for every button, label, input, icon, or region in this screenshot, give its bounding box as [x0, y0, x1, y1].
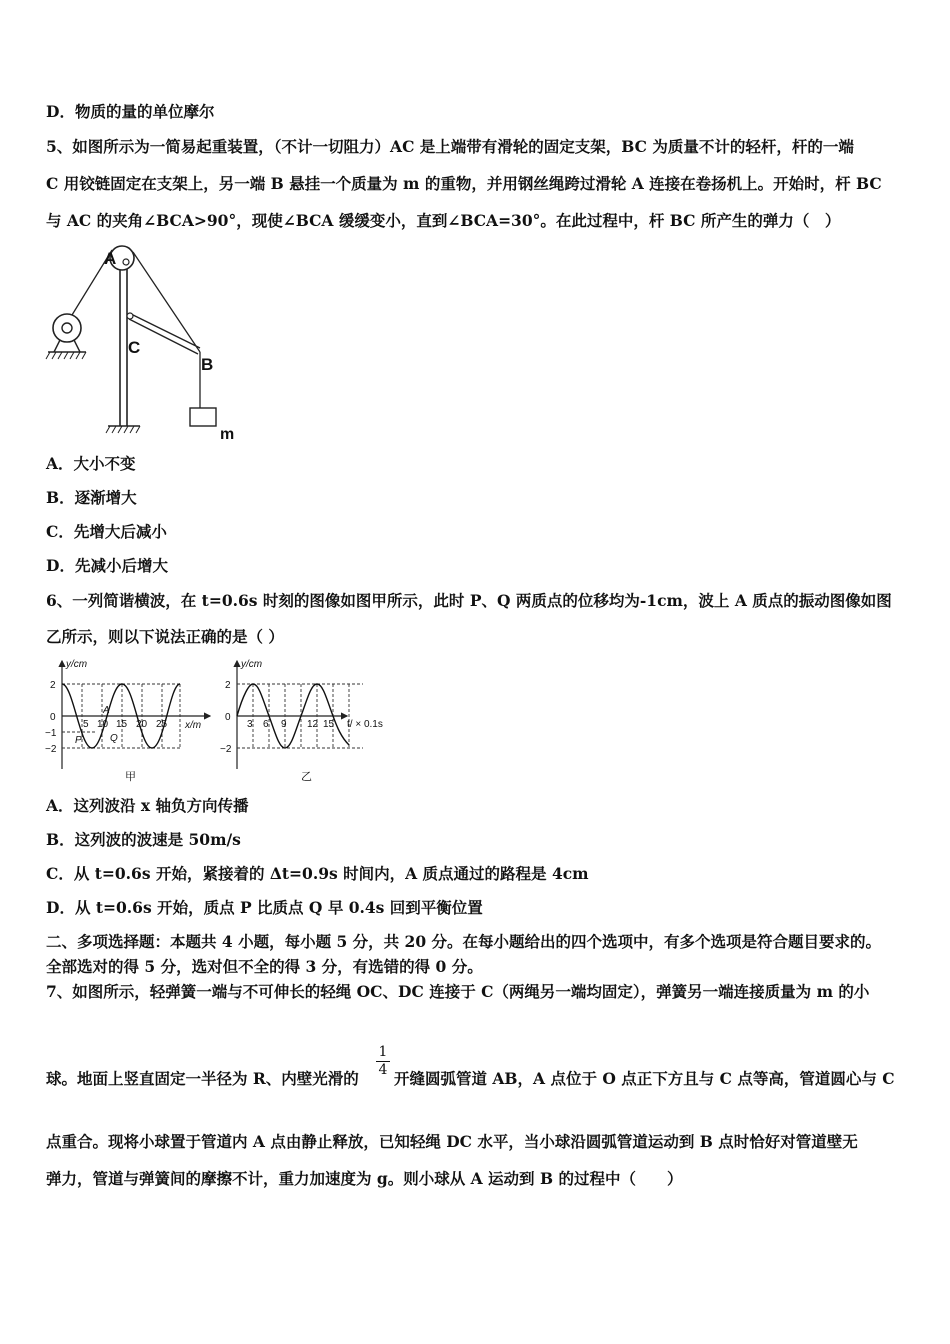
q5-option-a: A．大小不变	[46, 454, 136, 473]
jia-ytick-neg2: −2	[45, 744, 57, 755]
label-b: B	[201, 355, 214, 374]
q5-option-c: C．先增大后减小	[46, 522, 167, 541]
q5-option-d: D．先减小后增大	[46, 556, 168, 575]
q6-option-c: C．从 t=0.6s 开始，紧接着的 Δt=0.9s 时间内，A 质点通过的路程是 4cm	[46, 864, 589, 883]
jia-xtick-20: 20	[136, 719, 148, 730]
yi-caption: 乙	[301, 771, 312, 783]
yi-xtick-6: 6	[263, 719, 269, 730]
q4-option-d: D．物质的量的单位摩尔	[46, 102, 215, 121]
jia-ylabel: y/cm	[66, 659, 88, 670]
jia-xtick-25: 25	[156, 719, 168, 730]
yi-xtick-12: 12	[307, 719, 319, 730]
label-m: m	[220, 426, 235, 443]
q6-option-d: D．从 t=0.6s 开始，质点 P 比质点 Q 早 0.4s 回到平衡位置	[46, 898, 483, 917]
q7-stem-line3: 点重合。现将小球置于管道内 A 点由静止释放，已知轻绳 DC 水平，当小球沿圆弧管道运动到 B 点时恰好对管道壁无	[46, 1132, 858, 1151]
jia-ytick-2: 2	[50, 680, 56, 691]
q7-stem-line2a: 球。地面上竖直固定一半径为 R、内壁光滑的	[46, 1069, 359, 1088]
yi-ylabel: y/cm	[241, 659, 263, 670]
jia-point-q: Q	[110, 733, 118, 744]
q7-stem-line2b: 开缝圆弧管道 AB，A 点位于 O 点正下方且与 C 点等高，管道圆心与 C	[394, 1069, 895, 1088]
jia-xtick-15: 15	[116, 719, 128, 730]
yi-ytick-2: 2	[225, 680, 231, 691]
crane-figure	[40, 240, 250, 445]
q5-option-b: B．逐渐增大	[46, 488, 137, 507]
jia-ytick-0: 0	[50, 712, 56, 723]
quarter-fraction	[376, 1044, 390, 1078]
yi-xtick-15: 15	[323, 719, 335, 730]
jia-ytick-neg1: −1	[45, 728, 57, 739]
jia-xtick-5: 5	[83, 719, 89, 730]
label-c: C	[128, 338, 141, 357]
section2-line2: 全部选对的得 5 分，选对但不全的得 3 分，有选错的得 0 分。	[46, 957, 483, 976]
label-a: A	[104, 249, 117, 268]
q6-option-b: B．这列波的波速是 50m/s	[46, 830, 241, 849]
jia-caption: 甲	[125, 771, 136, 783]
vibration-graph-yi	[215, 655, 400, 785]
jia-point-p: P	[75, 735, 82, 746]
yi-xtick-3: 3	[247, 719, 253, 730]
q5-stem-line3: 与 AC 的夹角∠BCA>90°，现使∠BCA 缓缓变小，直到∠BCA=30°。在此过程中，杆 BC 所产生的弹力（ ）	[46, 211, 841, 230]
jia-point-a: A	[103, 705, 110, 716]
jia-xtick-10: 10	[97, 719, 109, 730]
yi-xlabel: t/ × 0.1s	[347, 719, 383, 730]
yi-ytick-neg2: −2	[220, 744, 232, 755]
wave-graph-jia	[40, 655, 215, 785]
section2-line1: 二、多项选择题：本题共 4 小题，每小题 5 分，共 20 分。在每小题给出的四个选项中，有多个选项是符合题目要求的。	[46, 932, 882, 951]
q5-stem-line2: C 用铰链固定在支架上，另一端 B 悬挂一个质量为 m 的重物，并用钢丝绳跨过滑轮 A 连接在卷扬机上。开始时，杆 BC	[46, 174, 882, 193]
q6-option-a: A．这列波沿 x 轴负方向传播	[46, 796, 249, 815]
q6-stem-line1: 6、一列简谐横波，在 t=0.6s 时刻的图像如图甲所示，此时 P、Q 两质点的位移均为-1cm，波上 A 质点的振动图像如图	[46, 591, 892, 610]
q6-stem-line2: 乙所示，则以下说法正确的是（ ）	[46, 627, 284, 646]
q7-stem-line1: 7、如图所示，轻弹簧一端与不可伸长的轻绳 OC、DC 连接于 C（两绳另一端均固定），弹簧另一端连接质量为 m 的小	[46, 982, 870, 1001]
fraction-denominator: 4	[376, 1061, 390, 1078]
q5-stem-line1: 5、如图所示为一简易起重装置，（不计一切阻力）AC 是上端带有滑轮的固定支架，BC 为质量不计的轻杆，杆的一端	[46, 137, 854, 156]
q7-stem-line4: 弹力，管道与弹簧间的摩擦不计，重力加速度为 g。则小球从 A 运动到 B 的过程中（ ）	[46, 1169, 683, 1188]
jia-xlabel: x/m	[185, 720, 202, 731]
yi-ytick-0: 0	[225, 712, 231, 723]
fraction-numerator: 1	[378, 1044, 388, 1060]
yi-xtick-9: 9	[281, 719, 287, 730]
